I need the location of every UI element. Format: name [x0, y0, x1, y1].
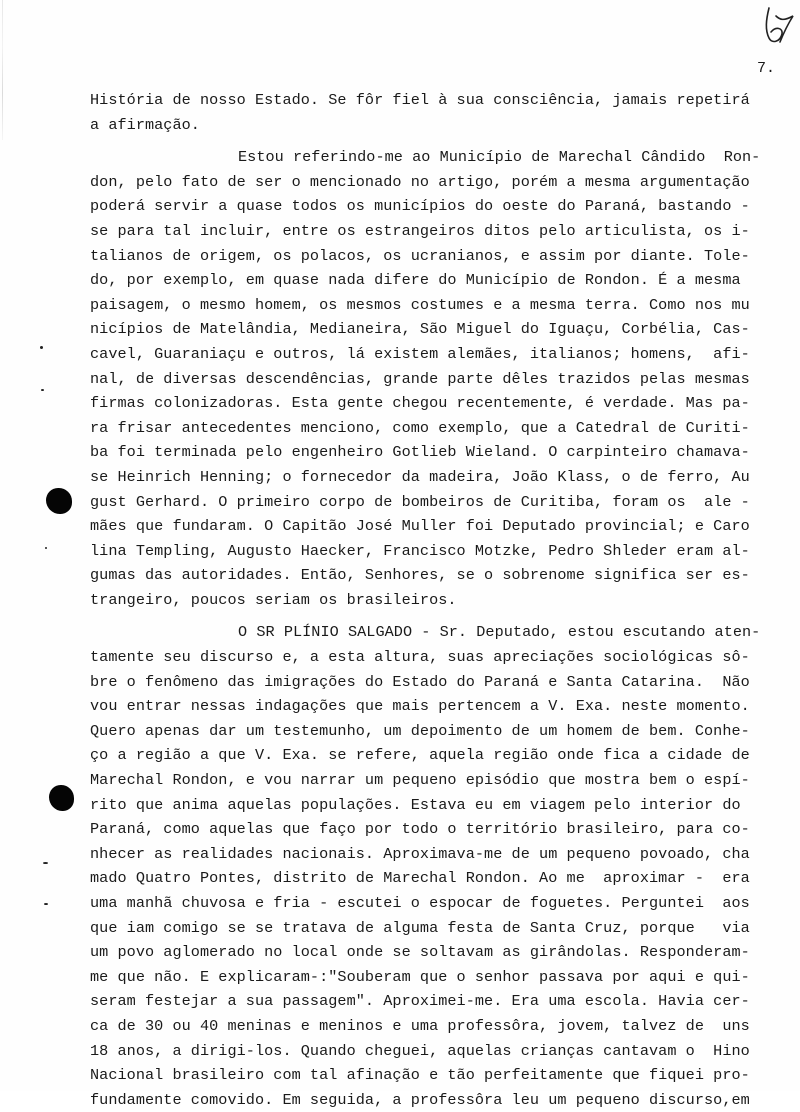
text-line: ra frisar antecedentes menciono, como exemplo, que a Catedral de Curiti-	[90, 418, 750, 437]
text-line: vou entrar nessas indagações que mais pertencem a V. Exa. neste momento.	[90, 697, 750, 716]
text-line: mado Quatro Pontes, distrito de Marechal Rondon. Ao me aproximar - era	[90, 869, 750, 888]
hole-punch-blob	[49, 785, 74, 811]
scan-speck	[40, 346, 43, 349]
text-line: poderá servir a quase todos os municípios do oeste do Paraná, bastando -	[90, 197, 750, 216]
text-line: nicípios de Matelândia, Medianeira, São Miguel do Iguaçu, Corbélia, Cas-	[90, 320, 750, 339]
page-number: 7.	[757, 60, 776, 77]
text-line: gumas das autoridades. Então, Senhores, se o sobrenome significa ser es-	[90, 566, 750, 585]
text-line: lina Templing, Augusto Haecker, Francisco Motzke, Pedro Shleder eram al-	[90, 541, 750, 560]
text-line: mães que fundaram. O Capitão José Muller foi Deputado provincial; e Caro	[90, 517, 750, 536]
typewritten-body	[90, 88, 790, 1112]
hole-punch-blob	[46, 488, 72, 514]
text-line: nal, de diversas descendências, grande parte dêles trazidos pelas mesmas	[90, 369, 750, 388]
scan-speck	[41, 389, 44, 391]
text-line: ca de 30 ou 40 meninas e meninos e uma professôra, jovem, talvez de uns	[90, 1016, 750, 1035]
text-line: fundamente comovido. Em seguida, a professôra leu um pequeno discurso,em	[90, 1090, 750, 1109]
text-line: Marechal Rondon, e vou narrar um pequeno episódio que mostra bem o espí-	[90, 771, 750, 790]
handwritten-page-mark-icon	[760, 4, 796, 46]
scan-edge	[2, 0, 3, 140]
text-line: O SR PLÍNIO SALGADO - Sr. Deputado, estou escutando aten-	[238, 623, 761, 642]
text-line: seram festejar a sua passagem". Aproximei-me. Era uma escola. Havia cer-	[90, 992, 750, 1011]
text-line: que iam comigo se se tratava de alguma festa de Santa Cruz, porque via	[90, 918, 750, 937]
scan-speck	[43, 862, 48, 864]
text-line: Paraná, como aquelas que faço por todo o território brasileiro, para co-	[90, 820, 750, 839]
text-line: se Heinrich Henning; o fornecedor da madeira, João Klass, o de ferro, Au	[90, 467, 750, 486]
text-line: gust Gerhard. O primeiro corpo de bombeiros de Curitiba, foram os ale -	[90, 492, 750, 511]
text-line: cavel, Guaraniaçu e outros, lá existem alemães, italianos; homens, afi-	[90, 344, 750, 363]
scan-speck	[45, 547, 47, 549]
text-line: 18 anos, a dirigi-los. Quando cheguei, aquelas crianças cantavam o Hino	[90, 1041, 750, 1060]
text-line: se para tal incluir, entre os estrangeiros ditos pelo articulista, os i-	[90, 221, 750, 240]
text-line: do, por exemplo, em quase nada difere do Município de Rondon. É a mesma	[90, 271, 741, 290]
text-line: uma manhã chuvosa e fria - escutei o espocar de foguetes. Perguntei aos	[90, 894, 750, 912]
text-line: a afirmação.	[90, 115, 200, 134]
text-line: paisagem, o mesmo homem, os mesmos costumes e a mesma terra. Como nos mu	[90, 295, 750, 314]
text-line: Estou referindo-me ao Município de Marechal Cândido Ron-	[238, 148, 761, 167]
text-line: ço a região a que V. Exa. se refere, aquela região onde fica a cidade de	[90, 746, 750, 765]
text-line: tamente seu discurso e, a esta altura, suas apreciações sociológicas sô-	[90, 648, 750, 667]
text-line: me que não. E explicaram-:"Souberam que o senhor passava por aqui e qui-	[90, 967, 750, 986]
text-line: um povo aglomerado no local onde se soltavam as girândolas. Responderam-	[90, 943, 750, 962]
paragraph-continuation	[90, 88, 790, 137]
text-line: trangeiro, poucos seriam os brasileiros.	[90, 590, 457, 609]
text-line: Quero apenas dar um testemunho, um depoimento de um homem de bem. Conhe-	[90, 721, 750, 740]
text-line: don, pelo fato de ser o mencionado no artigo, porém a mesma argumentação	[90, 172, 750, 191]
text-line: História de nosso Estado. Se fôr fiel à sua consciência, jamais repetirá	[90, 91, 750, 109]
scan-speck	[44, 903, 48, 905]
text-line: firmas colonizadoras. Esta gente chegou recentemente, é verdade. Mas pa-	[90, 394, 750, 413]
text-line: rito que anima aquelas populações. Estava eu em viagem pelo interior do	[90, 795, 741, 814]
text-line: Nacional brasileiro com tal afinação e tão perfeitamente que fiquei pro-	[90, 1066, 750, 1085]
paragraph-municipio	[90, 145, 790, 612]
paragraph-plinio-salgado	[90, 620, 790, 1112]
text-line: nhecer as realidades nacionais. Aproximava-me de um pequeno povoado, cha	[90, 844, 750, 863]
text-line: talianos de origem, os polacos, os ucranianos, e assim por diante. Tole-	[90, 246, 750, 265]
text-line: bre o fenômeno das imigrações do Estado do Paraná e Santa Catarina. Não	[90, 672, 750, 691]
text-line: ba foi terminada pelo engenheiro Gotlieb Wieland. O carpinteiro chamava-	[90, 443, 750, 462]
